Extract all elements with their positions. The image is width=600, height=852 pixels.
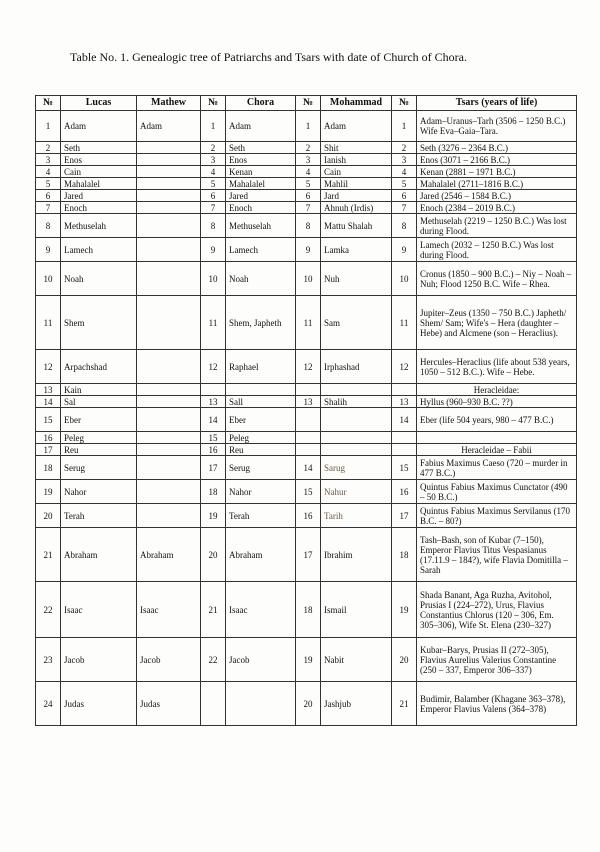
cell-num: 21: [201, 582, 226, 638]
cell-chora: Peleg: [226, 432, 296, 444]
cell-mathew: [137, 202, 201, 214]
table-row: [36, 142, 577, 154]
table-row: [36, 396, 577, 408]
cell-mathew: [137, 456, 201, 480]
cell-mohammad: Sarug: [321, 456, 392, 480]
cell-mathew: [137, 384, 201, 396]
cell-mathew: [137, 350, 201, 384]
col-header-chora: Chora: [226, 96, 296, 111]
cell-mathew: Judas: [137, 682, 201, 726]
cell-num: 15: [201, 432, 226, 444]
cell-chora: Terah: [226, 504, 296, 528]
cell-mathew: [137, 214, 201, 238]
cell-mohammad: Nuh: [321, 262, 392, 296]
cell-lucas: Jared: [61, 190, 137, 202]
cell-num: 21: [36, 528, 61, 582]
col-header-num: №: [296, 96, 321, 111]
cell-mohammad: Jard: [321, 190, 392, 202]
cell-num: 12: [201, 350, 226, 384]
cell-tsars: Cronus (1850 – 900 B.C.) – Niy – Noah – Nuh; Flood 1250 B.C. Wife – Rhea.: [417, 262, 577, 296]
col-header-tsars: Tsars (years of life): [417, 96, 577, 111]
cell-mathew: Adam: [137, 111, 201, 142]
col-header-mathew: Mathew: [137, 96, 201, 111]
cell-tsars: Quintus Fabius Maximus Cunctator (490 – 50 B.C.): [417, 480, 577, 504]
cell-mathew: [137, 396, 201, 408]
cell-tsars: Fabius Maximus Caeso (720 – murder in 477 B.C.): [417, 456, 577, 480]
cell-mathew: [137, 262, 201, 296]
cell-mohammad: Mahlil: [321, 178, 392, 190]
cell-num: 14: [201, 408, 226, 432]
cell-num: 11: [296, 296, 321, 350]
cell-chora: Enoch: [226, 202, 296, 214]
cell-lucas: Serug: [61, 456, 137, 480]
cell-num: 9: [392, 238, 417, 262]
table-row: [36, 480, 577, 504]
cell-chora: Jacob: [226, 638, 296, 682]
cell-tsars: Eber (life 504 years, 980 – 477 B.C.): [417, 408, 577, 432]
cell-num: [296, 432, 321, 444]
cell-num: 21: [392, 682, 417, 726]
cell-tsars: Seth (3276 – 2364 B.C.): [417, 142, 577, 154]
cell-num: 19: [201, 504, 226, 528]
cell-num: [201, 384, 226, 396]
cell-num: [392, 432, 417, 444]
cell-mathew: [137, 142, 201, 154]
cell-mathew: [137, 178, 201, 190]
table-row: [36, 202, 577, 214]
cell-tsars: Adam–Uranus–Tarh (3506 – 1250 B.C.) Wife Eva–Gaia–Tara.: [417, 111, 577, 142]
cell-num: 2: [36, 142, 61, 154]
cell-num: 8: [392, 214, 417, 238]
cell-chora: [226, 384, 296, 396]
cell-chora: Seth: [226, 142, 296, 154]
cell-mathew: [137, 238, 201, 262]
cell-tsars: Tash–Bash, son of Kubar (7–150), Emperor Flavius Titus Vespasianus (17.11.9 – 184?), wife Flavia Domitilla – Sarah: [417, 528, 577, 582]
cell-tsars: Heracleidae:: [417, 384, 577, 396]
table-row: [36, 262, 577, 296]
cell-mohammad: [321, 432, 392, 444]
cell-num: 8: [296, 214, 321, 238]
cell-num: 1: [392, 111, 417, 142]
cell-num: 6: [392, 190, 417, 202]
cell-num: 16: [201, 444, 226, 456]
table-row: [36, 528, 577, 582]
cell-num: 20: [201, 528, 226, 582]
cell-mohammad: Cain: [321, 166, 392, 178]
table-row: [36, 296, 577, 350]
cell-num: 3: [296, 154, 321, 166]
cell-lucas: Kain: [61, 384, 137, 396]
cell-num: 1: [296, 111, 321, 142]
cell-chora: Enos: [226, 154, 296, 166]
cell-num: 11: [201, 296, 226, 350]
cell-num: 16: [36, 432, 61, 444]
cell-num: 24: [36, 682, 61, 726]
cell-num: 6: [296, 190, 321, 202]
cell-mohammad: [321, 444, 392, 456]
cell-lucas: Nahor: [61, 480, 137, 504]
cell-num: 18: [392, 528, 417, 582]
cell-mathew: Isaac: [137, 582, 201, 638]
cell-tsars: Heracleidae – Fabii: [417, 444, 577, 456]
cell-tsars: Budimir, Balamber (Khagane 363–378), Emperor Flavius Valens (364–378): [417, 682, 577, 726]
cell-tsars: [417, 432, 577, 444]
cell-mathew: [137, 504, 201, 528]
table-row: [36, 384, 577, 396]
cell-num: 12: [392, 350, 417, 384]
cell-num: 6: [201, 190, 226, 202]
cell-mohammad: Mattu Shalah: [321, 214, 392, 238]
cell-lucas: Judas: [61, 682, 137, 726]
cell-num: [296, 408, 321, 432]
cell-mathew: Jacob: [137, 638, 201, 682]
table-row: [36, 432, 577, 444]
genealogy-table: [35, 95, 577, 726]
cell-num: 18: [36, 456, 61, 480]
cell-num: 4: [392, 166, 417, 178]
table-row: [36, 166, 577, 178]
cell-num: 22: [36, 582, 61, 638]
cell-num: 13: [392, 396, 417, 408]
cell-num: 4: [36, 166, 61, 178]
cell-num: 5: [201, 178, 226, 190]
cell-chora: Noah: [226, 262, 296, 296]
table-row: [36, 582, 577, 638]
cell-chora: Shem, Japheth: [226, 296, 296, 350]
cell-lucas: Methuselah: [61, 214, 137, 238]
table-row: [36, 638, 577, 682]
cell-num: 3: [392, 154, 417, 166]
cell-tsars: Hercules–Heraclius (life about 538 years, 1050 – 512 B.C.). Wife – Hebe.: [417, 350, 577, 384]
cell-lucas: Eber: [61, 408, 137, 432]
cell-chora: Sall: [226, 396, 296, 408]
cell-num: 15: [296, 480, 321, 504]
cell-num: 3: [36, 154, 61, 166]
cell-num: 4: [296, 166, 321, 178]
cell-chora: Abraham: [226, 528, 296, 582]
cell-lucas: Adam: [61, 111, 137, 142]
cell-lucas: Cain: [61, 166, 137, 178]
cell-num: 3: [201, 154, 226, 166]
cell-mathew: [137, 444, 201, 456]
cell-num: 17: [392, 504, 417, 528]
cell-num: [201, 682, 226, 726]
cell-num: 10: [392, 262, 417, 296]
cell-num: 20: [296, 682, 321, 726]
cell-num: 2: [201, 142, 226, 154]
cell-num: 11: [36, 296, 61, 350]
cell-lucas: Lamech: [61, 238, 137, 262]
cell-mohammad: Ahnuh (Irdis): [321, 202, 392, 214]
cell-tsars: Jupiter–Zeus (1350 – 750 B.C.) Japheth/ Shem/ Sam; Wife's – Hera (daughter – Hebe) and Alcmene (son – Heraclius).: [417, 296, 577, 350]
cell-mohammad: Tarih: [321, 504, 392, 528]
cell-lucas: Terah: [61, 504, 137, 528]
cell-num: 16: [296, 504, 321, 528]
cell-lucas: Reu: [61, 444, 137, 456]
cell-num: 9: [201, 238, 226, 262]
cell-num: 22: [201, 638, 226, 682]
cell-num: 18: [296, 582, 321, 638]
cell-tsars: Lamech (2032 – 1250 B.C.) Was lost during Flood.: [417, 238, 577, 262]
table-row: [36, 154, 577, 166]
cell-num: 7: [296, 202, 321, 214]
cell-num: 6: [36, 190, 61, 202]
cell-chora: Eber: [226, 408, 296, 432]
cell-num: 10: [201, 262, 226, 296]
cell-tsars: Enoch (2384 – 2019 B.C.): [417, 202, 577, 214]
header-row: [36, 96, 577, 111]
cell-lucas: Shem: [61, 296, 137, 350]
col-header-num: №: [392, 96, 417, 111]
cell-chora: Lamech: [226, 238, 296, 262]
cell-num: 17: [201, 456, 226, 480]
cell-mathew: [137, 166, 201, 178]
cell-tsars: Kenan (2881 – 1971 B.C.): [417, 166, 577, 178]
cell-mathew: [137, 190, 201, 202]
cell-num: 1: [201, 111, 226, 142]
cell-num: 17: [36, 444, 61, 456]
cell-num: 11: [392, 296, 417, 350]
cell-mohammad: Shalih: [321, 396, 392, 408]
table-row: [36, 682, 577, 726]
cell-num: [296, 444, 321, 456]
cell-num: 19: [296, 638, 321, 682]
cell-num: 19: [392, 582, 417, 638]
col-header-num: №: [36, 96, 61, 111]
cell-chora: Serug: [226, 456, 296, 480]
cell-tsars: Mahalalel (2711–1816 B.C.): [417, 178, 577, 190]
cell-mohammad: [321, 384, 392, 396]
cell-lucas: Isaac: [61, 582, 137, 638]
cell-num: 17: [296, 528, 321, 582]
cell-lucas: Seth: [61, 142, 137, 154]
cell-tsars: Jared (2546 – 1584 B.C.): [417, 190, 577, 202]
cell-num: 4: [201, 166, 226, 178]
cell-mathew: [137, 480, 201, 504]
cell-mohammad: Irphashad: [321, 350, 392, 384]
col-header-mohammad: Mohammad: [321, 96, 392, 111]
cell-num: 7: [36, 202, 61, 214]
cell-tsars: Enos (3071 – 2166 B.C.): [417, 154, 577, 166]
cell-chora: Jared: [226, 190, 296, 202]
cell-num: 23: [36, 638, 61, 682]
table-row: [36, 408, 577, 432]
cell-num: 8: [201, 214, 226, 238]
cell-num: 20: [392, 638, 417, 682]
cell-num: 13: [201, 396, 226, 408]
cell-num: 14: [36, 396, 61, 408]
cell-num: 7: [392, 202, 417, 214]
table-row: [36, 456, 577, 480]
cell-num: [392, 444, 417, 456]
cell-num: 14: [296, 456, 321, 480]
cell-mohammad: Shit: [321, 142, 392, 154]
table-row: [36, 238, 577, 262]
cell-mohammad: Ismail: [321, 582, 392, 638]
cell-chora: [226, 682, 296, 726]
cell-num: 18: [201, 480, 226, 504]
cell-lucas: Arpachshad: [61, 350, 137, 384]
cell-mohammad: Ibrahim: [321, 528, 392, 582]
table-row: [36, 350, 577, 384]
cell-chora: Kenan: [226, 166, 296, 178]
table-row: [36, 178, 577, 190]
cell-num: 13: [36, 384, 61, 396]
cell-mohammad: Adam: [321, 111, 392, 142]
cell-num: 5: [296, 178, 321, 190]
table-row: [36, 111, 577, 142]
cell-chora: Mahalalel: [226, 178, 296, 190]
cell-num: [392, 384, 417, 396]
cell-tsars: Kubar–Barys, Prusias II (272–305), Flavius Aurelius Valerius Constantine (250 – 337, Emperor 306–337): [417, 638, 577, 682]
cell-lucas: Abraham: [61, 528, 137, 582]
cell-mohammad: Sam: [321, 296, 392, 350]
cell-chora: Reu: [226, 444, 296, 456]
col-header-num: №: [201, 96, 226, 111]
cell-mohammad: Ianish: [321, 154, 392, 166]
cell-num: 9: [296, 238, 321, 262]
table-row: [36, 444, 577, 456]
cell-mohammad: [321, 408, 392, 432]
cell-lucas: Enos: [61, 154, 137, 166]
cell-num: 7: [201, 202, 226, 214]
cell-chora: Adam: [226, 111, 296, 142]
cell-tsars: Hyllus (960–930 B.C. ??): [417, 396, 577, 408]
cell-num: 20: [36, 504, 61, 528]
cell-chora: Isaac: [226, 582, 296, 638]
cell-num: 12: [296, 350, 321, 384]
cell-lucas: Jacob: [61, 638, 137, 682]
cell-num: 1: [36, 111, 61, 142]
cell-mathew: [137, 154, 201, 166]
cell-num: 2: [296, 142, 321, 154]
cell-chora: Methuselah: [226, 214, 296, 238]
table-row: [36, 504, 577, 528]
cell-mathew: [137, 296, 201, 350]
cell-tsars: Methuselah (2219 – 1250 B.C.) Was lost during Flood.: [417, 214, 577, 238]
cell-num: 8: [36, 214, 61, 238]
cell-mathew: [137, 408, 201, 432]
cell-num: 9: [36, 238, 61, 262]
table-row: [36, 190, 577, 202]
cell-lucas: Mahalalel: [61, 178, 137, 190]
cell-lucas: Enoch: [61, 202, 137, 214]
cell-mohammad: Nahur: [321, 480, 392, 504]
col-header-lucas: Lucas: [61, 96, 137, 111]
cell-num: 5: [36, 178, 61, 190]
cell-num: 13: [296, 396, 321, 408]
table-caption: Table No. 1. Genealogic tree of Patriarchs and Tsars with date of Church of Chora.: [70, 50, 467, 64]
cell-num: 2: [392, 142, 417, 154]
cell-lucas: Sal: [61, 396, 137, 408]
cell-mohammad: Nabit: [321, 638, 392, 682]
cell-num: 10: [36, 262, 61, 296]
cell-tsars: Quintus Fabius Maximus Servilanus (170 B.C. – 80?): [417, 504, 577, 528]
cell-num: 15: [392, 456, 417, 480]
cell-tsars: Shada Banant, Aga Ruzha, Avitohol, Prusias I (224–272), Urus, Flavius Constantius Chlorus (120 – 306, Em. 305–306), Wife St. Elena (230–327): [417, 582, 577, 638]
cell-num: 5: [392, 178, 417, 190]
cell-lucas: Noah: [61, 262, 137, 296]
cell-mathew: [137, 432, 201, 444]
cell-num: 15: [36, 408, 61, 432]
cell-num: 16: [392, 480, 417, 504]
cell-num: [296, 384, 321, 396]
cell-num: 19: [36, 480, 61, 504]
cell-num: 12: [36, 350, 61, 384]
cell-mohammad: Jashjub: [321, 682, 392, 726]
cell-num: 10: [296, 262, 321, 296]
cell-lucas: Peleg: [61, 432, 137, 444]
cell-num: 14: [392, 408, 417, 432]
table-row: [36, 214, 577, 238]
cell-chora: Nahor: [226, 480, 296, 504]
cell-mohammad: Lamka: [321, 238, 392, 262]
cell-mathew: Abraham: [137, 528, 201, 582]
cell-chora: Raphael: [226, 350, 296, 384]
